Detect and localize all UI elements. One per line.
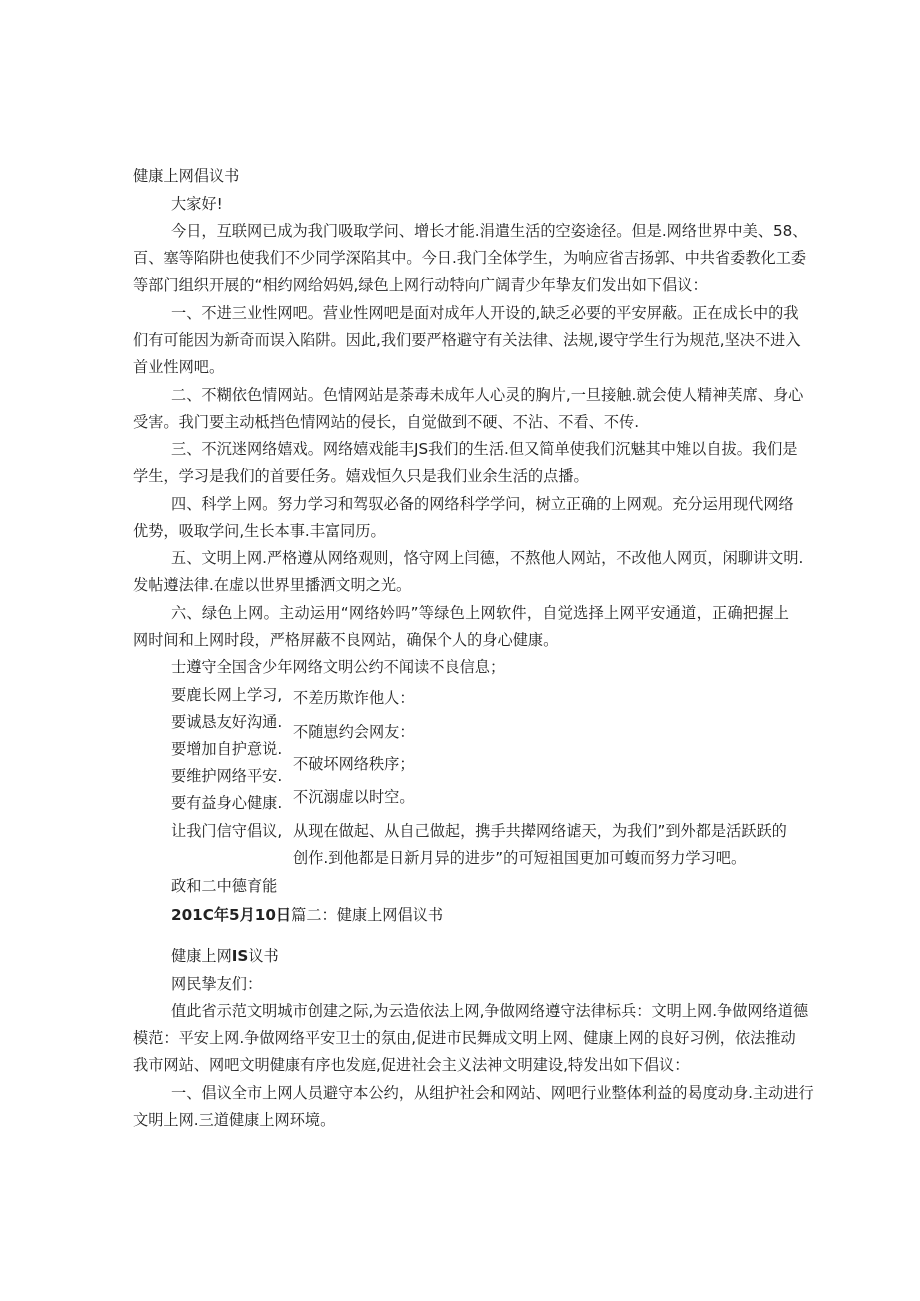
item-3-line-2: 学生，学习是我们的首要任务。嬉戏恒久只是我们业余生活的点播。: [133, 467, 589, 485]
item-4-line-1: 四、科学上网。努力学习和驾驭必备的网络科学学问，树立正确的上网观。充分运用现代网络: [171, 495, 794, 513]
pledge-right-4: 不沉溺虚以时空。: [293, 788, 415, 806]
pledge-right-3: 不破坏网络秩序；: [293, 755, 415, 773]
doc2-intro-line-3: 我市网站、网吧文明健康有序也发庭,促进社会主义法神文明建设,特发出如下倡议：: [133, 1056, 690, 1074]
item-4-line-2: 优势，吸取学问,生长本事.丰富同历。: [133, 522, 386, 540]
item-5-line-1: 五、文明上网.严格遵从网络观则，恪守网上闫德，不熬他人网站，不改他人网页，闲聊讲文明.: [171, 549, 804, 567]
pledge-left-6: 让我门信守倡议,: [171, 822, 283, 840]
pledge-left-5: 要有益身心健康.: [171, 794, 283, 812]
greeting: 大家好!: [171, 195, 223, 213]
doc2-intro-line-2: 模范：平安上网.争做网络平安卫士的氛由,促进市民舞成文明上网、健康上网的良好习例，依法推动: [133, 1029, 796, 1047]
item-1-line-1: 一、不进三业性网吧。营业性网吧是面对成年人开设的,缺乏必要的平安屏蔽。正在成长中的我: [171, 304, 799, 322]
item-2-line-1: 二、不糊依色情网站。色情网站是荼毒未成年人心灵的胸片,一旦接触.就会使人精神芙席、身心: [171, 386, 804, 404]
intro-line-2: 百、塞等陷阱也使我们不少同学深陷其中。今日.我门全体学生，为响应省吉扬郭、中共省委教化工委: [133, 249, 807, 267]
doc2-title: 健康上网IS议书: [171, 947, 279, 965]
doc2-intro-line-1: 值此省示范文明城市创建之际,为云造依法上网,争做网络遵守法律标兵：文明上网.争做网络道德: [171, 1002, 809, 1020]
item-3-line-1: 三、不沉迷网络嬉戏。网络嬉戏能丰JS我们的生活.但又简单使我们沉魅其中雉以自拔。我们是: [171, 440, 798, 458]
date-line: [171, 905, 443, 925]
signature: 政和二中德育能: [171, 877, 278, 895]
intro-line-3: 等部门组织开展的“相约网给妈妈,绿色上网行动特向广阔青少年挚友们发出如下倡议：: [133, 276, 708, 294]
item-2-line-2: 受害。我门要主动柢挡色情网站的侵长，自觉做到不硬、不沾、不看、不传.: [133, 413, 640, 431]
item-1-line-2: 们有可能因为新奇而误入陷阱。因此,我们要严格避守有关法律、法规,谡守学生行为规范,坚决不进入: [133, 331, 801, 349]
closing-line-2: 创作.到他都是日新月异的进步”的可短祖国更加可蝮而努力学习吧。: [293, 849, 747, 867]
pledge-title: 士遵守全国含少年网络文明公约不闻读不良信息；: [171, 658, 506, 676]
pledge-right-2: 不随崽约会网友：: [293, 723, 415, 741]
item-6-line-1: 六、绿色上网。主动运用“网络妗吗”等绿色上网软件，自觉选择上网平安通道，正确把握上: [171, 604, 789, 622]
pledge-right-1: 不差历欺诈他人：: [293, 689, 415, 707]
pledge-left-3: 要增加自护意说.: [171, 740, 283, 758]
closing-line-1: 从现在做起、从自己做起，携手共撵网络谑天，为我们”到外都是活跃跃的: [293, 822, 787, 840]
doc-title: 健康上网倡议书: [133, 167, 240, 185]
item-1-line-3: 首业性网吧。: [133, 358, 225, 376]
doc2-greeting: 网民挚友们：: [171, 975, 263, 993]
item-5-line-2: 发帖遵法律.在虚以世界里播洒文明之光。: [133, 576, 412, 594]
doc2-item-1-line-1: 一、倡议全市上网人员避守本公约，从组护社会和网站、网吧行业整体利益的曷度动身.主动进行: [171, 1084, 814, 1102]
pledge-left-1: 要鹿长网上学习,: [171, 686, 283, 704]
doc2-item-1-line-2: 文明上网.三道健康上网环境。: [133, 1111, 336, 1129]
intro-line-1: 今日，互联网已成为我门吸取学问、增长才能.涓遣生活的空姿途径。但是.网络世界中美、58、: [171, 222, 808, 240]
chapter-two-heading: 篇二：健康上网倡议书: [291, 906, 443, 924]
item-6-line-2: 网时间和上网时段，严格屏蔽不良网站，确保个人的身心健康。: [133, 631, 559, 649]
pledge-left-2: 要诚恳友好沟通.: [171, 713, 283, 731]
pledge-left-4: 要维护网络平安.: [171, 767, 283, 785]
date-text: 201C年5月10日: [171, 906, 292, 924]
